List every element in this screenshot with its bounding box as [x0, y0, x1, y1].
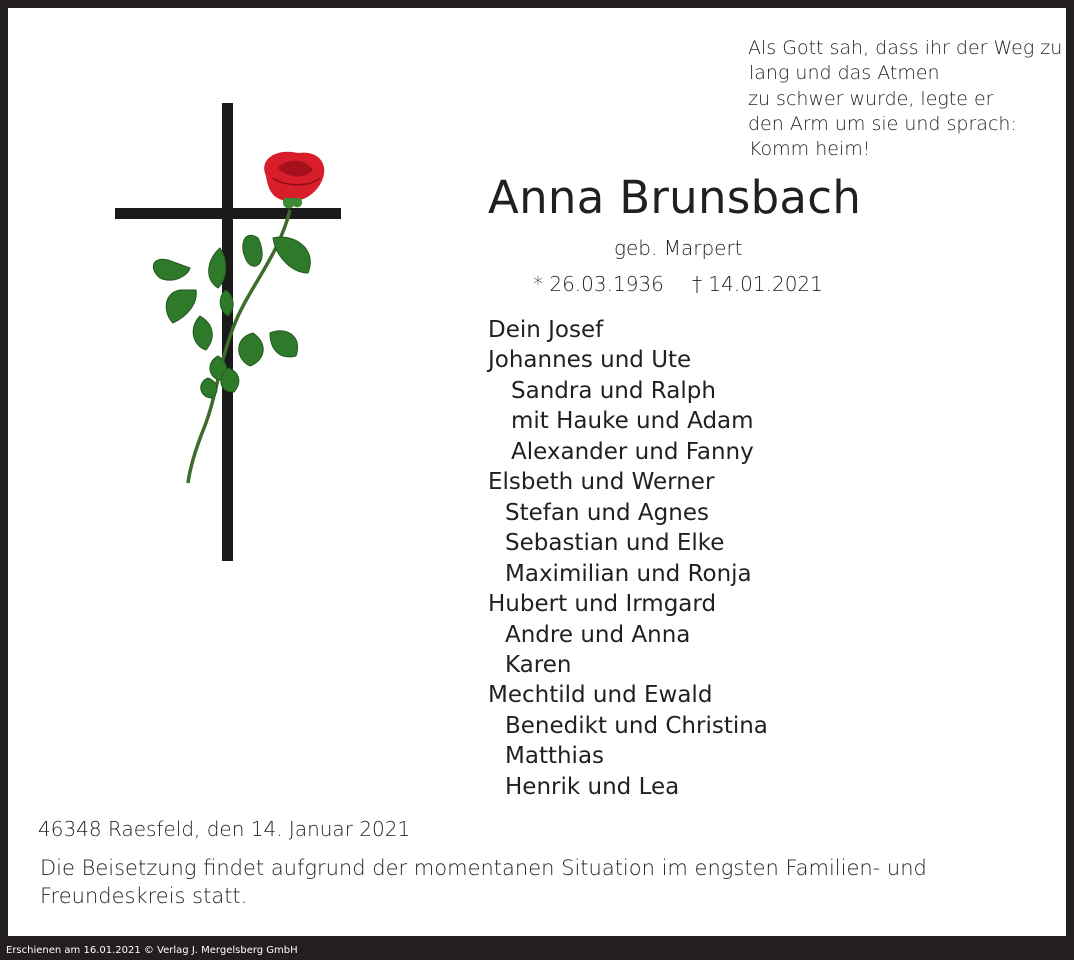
- poem-line: Komm heim!: [749, 138, 871, 161]
- death-date: † 14.01.2021: [692, 272, 823, 296]
- mourner-line: Hubert und Irmgard: [488, 591, 717, 618]
- mourner-line: Sandra und Ralph: [511, 377, 716, 404]
- mourner-line: Johannes und Ute: [488, 347, 692, 374]
- mourner-line: Maximilian und Ronja: [505, 560, 752, 587]
- mourner-line: Karen: [505, 651, 572, 678]
- mourner-line: mit Hauke und Adam: [511, 408, 754, 435]
- poem-line: zu schwer wurde, legte er: [748, 87, 994, 110]
- mourner-line: Elsbeth und Werner: [488, 469, 715, 496]
- obituary-card: [8, 8, 1066, 936]
- cross-with-rose-icon: [108, 98, 358, 573]
- mourners-list: [488, 315, 768, 802]
- mourner-line: Sebastian und Elke: [505, 530, 725, 557]
- publication-footer: Erschienen am 16.01.2021 © Verlag J. Mergelsberg GmbH: [6, 945, 298, 956]
- mourner-line: Mechtild und Ewald: [488, 682, 713, 709]
- poem: [748, 36, 1062, 162]
- poem-line: den Arm um sie und sprach:: [748, 112, 1017, 135]
- cross-with-rose-image: [108, 98, 358, 577]
- place-and-date: 46348 Raesfeld, den 14. Januar 2021: [38, 817, 411, 841]
- mourner-line: Stefan und Agnes: [505, 499, 709, 526]
- mourner-line: Matthias: [505, 743, 605, 770]
- mourner-line: Andre und Anna: [505, 621, 691, 648]
- burial-notice: Die Beisetzung findet aufgrund der momentanen Situation im engsten Familien- und Freundeskreis statt.: [40, 856, 927, 908]
- mourner-line: Alexander und Fanny: [511, 438, 754, 465]
- poem-line: lang und das Atmen: [749, 62, 940, 85]
- maiden-name: geb. Marpert: [614, 236, 743, 260]
- mourner-line: Henrik und Lea: [505, 773, 680, 800]
- birth-date: * 26.03.1936: [533, 272, 664, 296]
- deceased-name: Anna Brunsbach: [488, 171, 862, 224]
- mourner-line: Dein Josef: [488, 317, 604, 343]
- mourner-line: Benedikt und Christina: [505, 712, 768, 739]
- poem-line: Als Gott sah, dass ihr der Weg zu: [748, 37, 1063, 59]
